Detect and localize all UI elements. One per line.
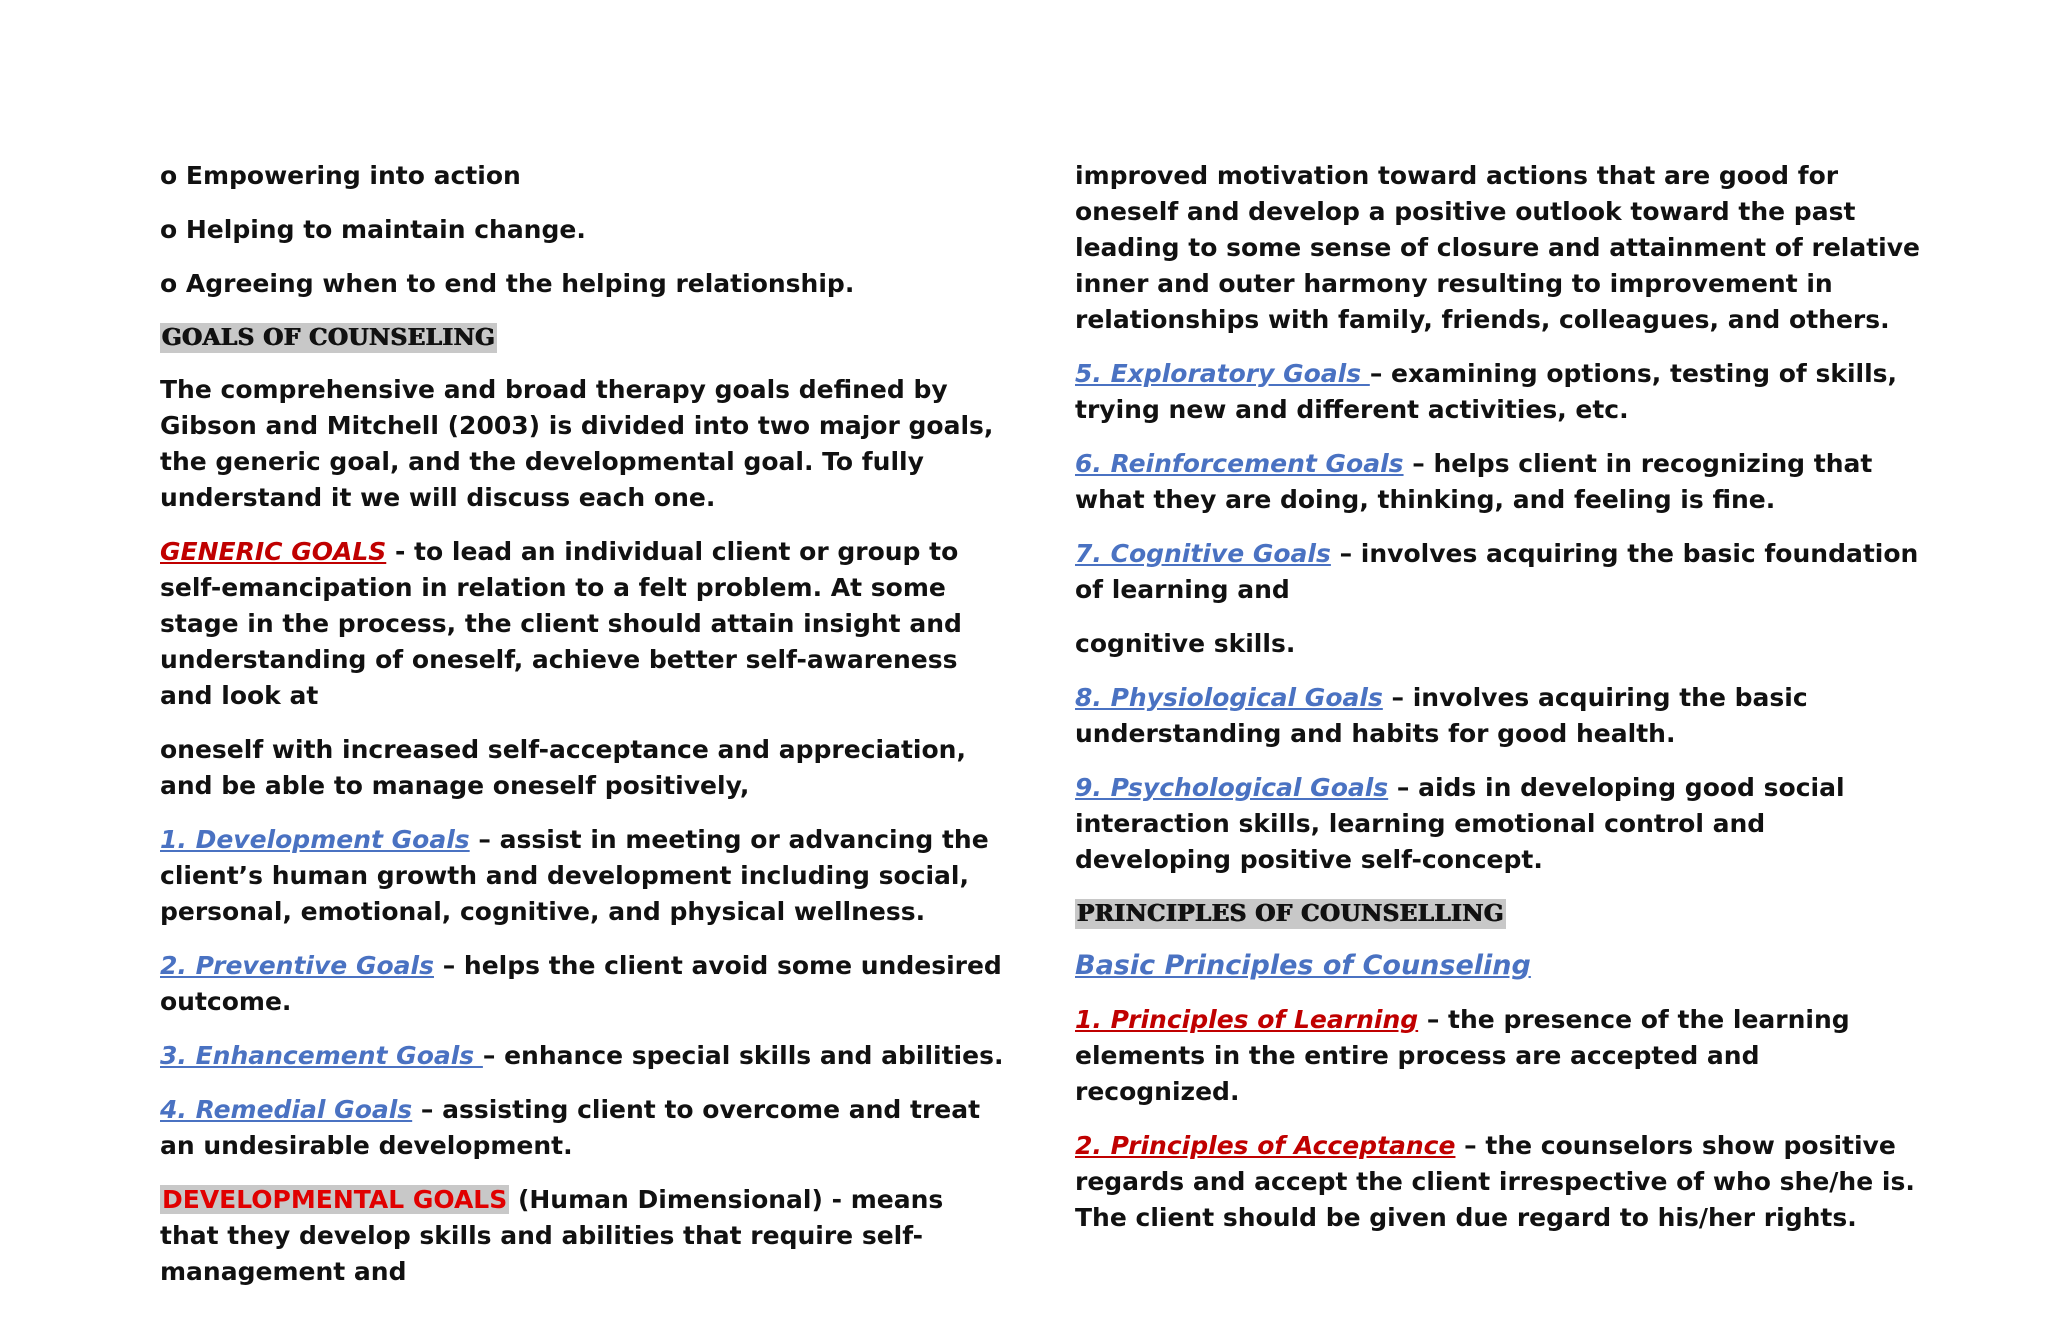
remedial-goals-text: – assisting client to overcome and treat an undesirable development. [160,1095,981,1160]
preventive-goals-text: – helps the client avoid some undesired outcome. [160,951,1002,1016]
exploratory-goals-link[interactable]: 5. Exploratory Goals [1075,359,1370,388]
bullet-maintain-change: o Helping to maintain change. [160,215,586,244]
goal-item-remedial [160,1092,1010,1164]
goals-of-counseling-heading: GOALS OF COUNSELING [162,324,496,351]
principle-acceptance [1075,1128,1925,1236]
principles-heading-line [1075,896,1925,930]
goal-item-psychological [1075,770,1925,878]
reinforcement-goals-link[interactable]: 6. Reinforcement Goals [1075,449,1404,478]
intro-paragraph: The comprehensive and broad therapy goals defined by Gibson and Mitchell (2003) is divided into two major goals, the generic goal, and the developmental goal. To fully understand it we will discuss each one. [160,375,994,512]
reinforcement-goals-text: – helps client in recognizing that what they are doing, thinking, and feeling is fine. [1075,449,1873,514]
psychological-goals-text: – aids in developing good social interaction skills, learning emotional control and developing positive self-concept. [1075,773,1845,874]
development-goals-link[interactable]: 1. Development Goals [160,825,470,854]
goal-item-enhancement [160,1038,1010,1074]
cognitive-goals-text: – involves acquiring the basic foundation of learning and [1075,539,1919,604]
principles-of-learning-text: – the presence of the learning elements in the entire process are accepted and recognized. [1075,1005,1850,1106]
goal-item-development [160,822,1010,930]
generic-goals-paragraph [160,534,1010,714]
exploratory-goals-text: – examining options, testing of skills, trying new and different activities, etc. [1075,359,1898,424]
continuation-paragraph: improved motivation toward actions that are good for oneself and develop a positive outlook toward the past leading to some sense of closure and attainment of relative inner and outer harmony resulting to improvement in relationships with family, friends, colleagues, and others. [1075,161,1920,334]
development-goals-text: – assist in meeting or advancing the client’s human growth and development including social, personal, emotional, cognitive, and physical wellness. [160,825,989,926]
developmental-goals-text: (Human Dimensional) - means that they develop skills and abilities that require self-management and [160,1185,944,1286]
goal-item-cognitive [1075,536,1925,608]
preventive-goals-link[interactable]: 2. Preventive Goals [160,951,434,980]
cognitive-goals-link[interactable]: 7. Cognitive Goals [1075,539,1331,568]
cognitive-continuation: cognitive skills. [1075,629,1296,658]
remedial-goals-link[interactable]: 4. Remedial Goals [160,1095,413,1124]
physiological-goals-link[interactable]: 8. Physiological Goals [1075,683,1383,712]
psychological-goals-link[interactable]: 9. Psychological Goals [1075,773,1389,802]
goals-heading-line [160,320,1010,354]
principle-learning [1075,1002,1925,1110]
goal-item-preventive [160,948,1010,1020]
right-column [1075,158,1925,1254]
principles-of-acceptance-text: – the counselors show positive regards and accept the client irrespective of who she/he is. The client should be given due regard to his/her rights. [1075,1131,1915,1232]
left-column [160,158,1010,1308]
basic-principles-heading[interactable]: Basic Principles of Counseling [1075,950,1531,981]
physiological-goals-text: – involves acquiring the basic understanding and habits for good health. [1075,683,1808,748]
generic-goals-text: - to lead an individual client or group to self-emancipation in relation to a felt problem. At some stage in the process, the client should attain insight and understanding of oneself, achieve better self-awareness and look at [160,537,962,710]
developmental-goals-paragraph [160,1182,1010,1290]
goal-item-physiological [1075,680,1925,752]
enhancement-goals-text: – enhance special skills and abilities. [482,1041,1004,1070]
developmental-goals-label: DEVELOPMENTAL GOALS [162,1185,508,1214]
principles-of-learning-link[interactable]: 1. Principles of Learning [1075,1005,1419,1034]
bullet-end-relationship: o Agreeing when to end the helping relationship. [160,269,855,298]
goal-item-reinforcement [1075,446,1925,518]
principles-of-counselling-heading: PRINCIPLES OF COUNSELLING [1077,900,1505,927]
enhancement-goals-link[interactable]: 3. Enhancement Goals [160,1041,483,1070]
principles-of-acceptance-link[interactable]: 2. Principles of Acceptance [1075,1131,1456,1160]
generic-goals-continuation: oneself with increased self-acceptance and appreciation, and be able to manage oneself positively, [160,735,966,800]
goal-item-exploratory [1075,356,1925,428]
bullet-empowering: o Empowering into action [160,161,521,190]
basic-principles-line [1075,948,1925,984]
generic-goals-link[interactable]: GENERIC GOALS [160,537,387,566]
